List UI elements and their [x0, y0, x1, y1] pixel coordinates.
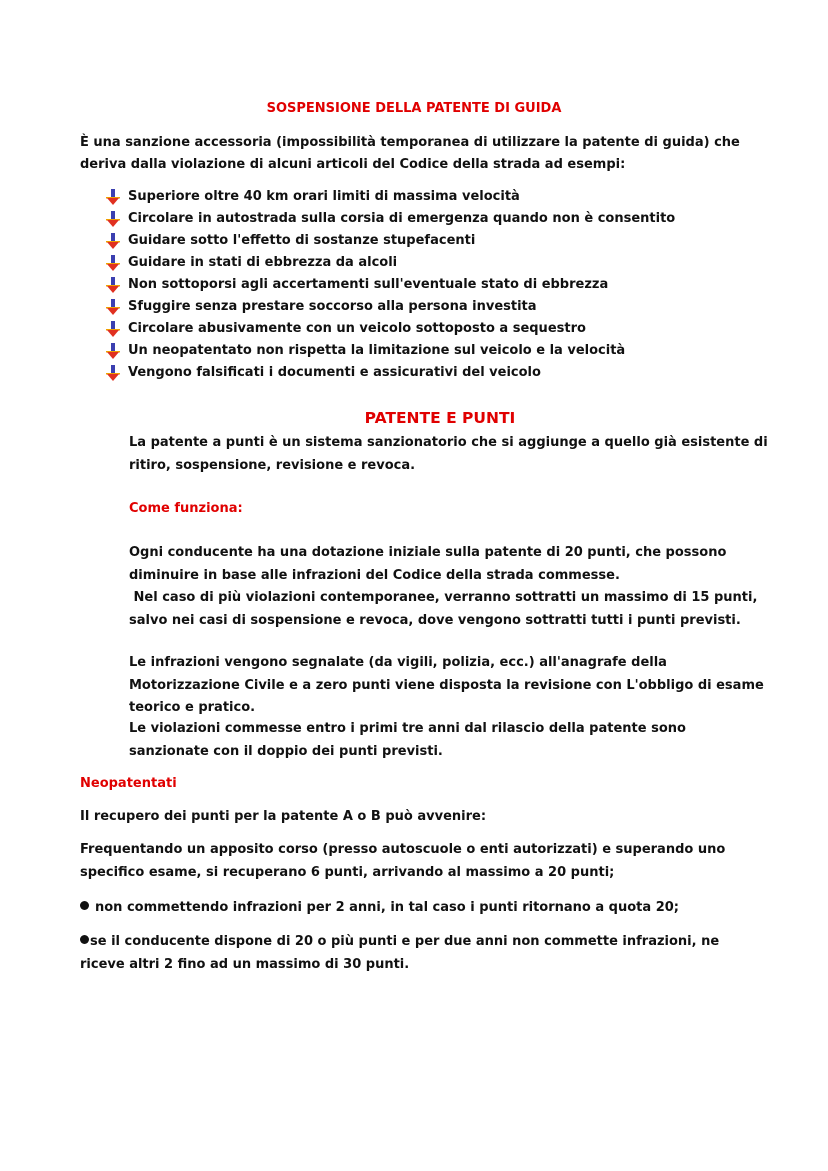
document-title: SOSPENSIONE DELLA PATENTE DI GUIDA	[266, 101, 562, 116]
list-item	[104, 252, 764, 274]
arrow-down-icon	[104, 210, 122, 228]
paragraph-text: Ogni conducente ha una dotazione iniziale sulla patente di 20 punti, che possono diminuire in base alle infrazioni del Codice della strada commesse.	[129, 545, 727, 583]
arrow-down-icon	[104, 276, 122, 294]
paragraph-recupero: Il recupero dei punti per la patente A o B può avvenire:	[80, 809, 487, 824]
arrow-down-icon	[104, 188, 122, 206]
examples-list	[104, 186, 764, 384]
arrow-down-icon	[104, 232, 122, 250]
list-item	[104, 230, 764, 252]
bullet-item	[80, 931, 760, 976]
list-item-label: Vengono falsificati i documenti e assicurativi del veicolo	[128, 365, 541, 380]
section-heading-patente-punti: PATENTE E PUNTI	[364, 409, 516, 427]
list-item-label: Sfuggire senza prestare soccorso alla persona investita	[128, 299, 537, 314]
paragraph-dotazione	[129, 542, 769, 632]
bullet-item	[80, 897, 760, 920]
list-item-label: Circolare in autostrada sulla corsia di emergenza quando non è consentito	[128, 211, 676, 226]
bullet-text: non commettendo infrazioni per 2 anni, in tal caso i punti ritornano a quota 20;	[95, 900, 679, 915]
list-item	[104, 340, 764, 362]
list-item-label: Circolare abusivamente con un veicolo sottoposto a sequestro	[128, 321, 586, 336]
arrow-down-icon	[104, 254, 122, 272]
bullet-dot-icon	[80, 901, 89, 910]
intro-paragraph: È una sanzione accessoria (impossibilità temporanea di utilizzare la patente di guida) che deriva dalla violazione di alcuni articoli del Codice della strada ad esempi:	[80, 135, 740, 172]
paragraph-corso: Frequentando un apposito corso (presso autoscuole o enti autorizzati) e superando uno specifico esame, si recuperano 6 punti, arrivando al massimo a 20 punti;	[80, 842, 726, 880]
arrow-down-icon	[104, 364, 122, 382]
list-item	[104, 318, 764, 340]
list-item-label: Guidare in stati di ebbrezza da alcoli	[128, 255, 398, 270]
arrow-down-icon	[104, 342, 122, 360]
come-funziona-heading: Come funziona:	[129, 501, 243, 516]
paragraph-infrazioni: Le infrazioni vengono segnalate (da vigili, polizia, ecc.) all'anagrafe della Motorizzazione Civile e a zero punti viene disposta la revisione con L'obbligo di esame teorico e pratico.	[129, 655, 764, 715]
patente-punti-intro: La patente a punti è un sistema sanzionatorio che si aggiunge a quello già esistente di ritiro, sospensione, revisione e revoca.	[129, 435, 768, 473]
list-item	[104, 186, 764, 208]
arrow-down-icon	[104, 320, 122, 338]
list-item	[104, 274, 764, 296]
list-item	[104, 362, 764, 384]
paragraph-text: Nel caso di più violazioni contemporanee, verranno sottratti un massimo di 15 punti, salvo nei casi di sospensione e revoca, dove vengono sottratti tutti i punti previsti.	[129, 590, 758, 628]
list-item	[104, 296, 764, 318]
list-item-label: Un neopatentato non rispetta la limitazione sul veicolo e la velocità	[128, 343, 626, 358]
list-item-label: Guidare sotto l'effetto di sostanze stupefacenti	[128, 233, 476, 248]
list-item	[104, 208, 764, 230]
list-item-label: Superiore oltre 40 km orari limiti di massima velocità	[128, 189, 520, 204]
neopatentati-heading: Neopatentati	[80, 776, 177, 791]
bullet-text: se il conducente dispone di 20 o più punti e per due anni non commette infrazioni, ne riceve altri 2 fino ad un massimo di 30 punti.	[80, 934, 720, 972]
arrow-down-icon	[104, 298, 122, 316]
paragraph-violazioni: Le violazioni commesse entro i primi tre anni dal rilascio della patente sono sanzionate con il doppio dei punti previsti.	[129, 721, 686, 759]
list-item-label: Non sottoporsi agli accertamenti sull'eventuale stato di ebbrezza	[128, 277, 609, 292]
bullet-dot-icon	[80, 935, 89, 944]
